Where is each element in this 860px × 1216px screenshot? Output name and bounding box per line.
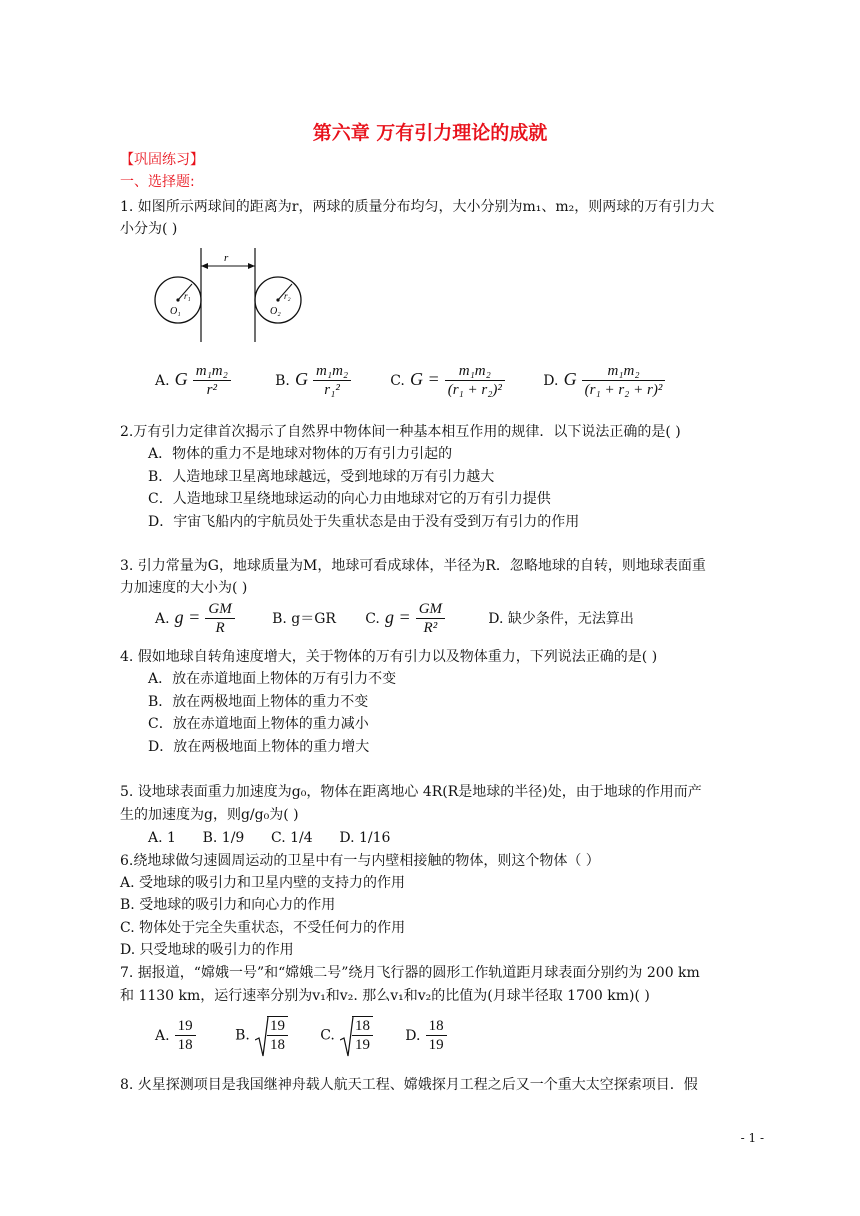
q3-line2: 力加速度的大小为( ) <box>120 580 248 596</box>
q2-option-b: B．人造地球卫星离地球越远，受到地球的万有引力越大 <box>148 469 495 485</box>
q7-option-c: C. $\frac{18}{19}$ <box>320 1016 400 1054</box>
page-number: - 1 - <box>740 1131 764 1145</box>
q3-option-c: C. g = $\frac{GM}{\text{R²}}$ <box>365 600 483 637</box>
label-r2: r₂ <box>284 291 291 301</box>
q1-option-a: A. G $\frac{\text{m₁m₂}}{\text{r²}}$ <box>155 362 270 399</box>
q7-option-a: A. $\frac{19}{18}$ <box>155 1017 230 1054</box>
q1-option-c: C. G = $\frac{\text{m₁m₂}}{\text{(r₁ + r₂)²}}$ <box>390 362 538 399</box>
q3-option-d: D. 缺少条件，无法算出 <box>488 611 634 627</box>
q3-options <box>155 600 634 637</box>
q3-line1: 3. 引力常量为G，地球质量为M，地球可看成球体，半径为R．忽略地球的自转，则地球表面重 <box>120 558 706 574</box>
q6-option-a: A. 受地球的吸引力和卫星内壁的支持力的作用 <box>120 875 406 891</box>
q7-line1: 7. 据报道，“嫦娥一号”和“嫦娥二号”绕月飞行器的圆形工作轨道距月球表面分别约为 200 km <box>120 965 700 981</box>
q1-option-d: D. G $\frac{\text{m₁m₂}}{\text{(r₁ + r₂ + r)²}}$ <box>543 362 665 399</box>
q5-line2: 生的加速度为g，则g/g₀为( ) <box>120 807 299 823</box>
q1-options <box>155 362 665 399</box>
q2-option-c: C．人造地球卫星绕地球运动的向心力由地球对它的万有引力提供 <box>148 491 551 507</box>
q4-option-b: B．放在两极地面上物体的重力不变 <box>148 694 369 710</box>
subsection-label: 一、选择题: <box>120 174 195 190</box>
q1-option-b: B. G $\frac{\text{m₁m₂}}{\text{r₁²}}$ <box>275 362 385 399</box>
q3-option-a: A. g = $\frac{GM}{R}$ <box>155 600 267 637</box>
q3-option-b: B. g＝GR <box>272 611 336 627</box>
q1-line1: 1. 如图所示两球间的距离为r，两球的质量分布均匀，大小分别为m₁、m₂，则两球的万有引力大 <box>120 199 715 215</box>
label-r: r <box>224 252 229 264</box>
q4-option-a: A．放在赤道地面上物体的万有引力不变 <box>148 671 397 687</box>
q6-option-b: B. 受地球的吸引力和向心力的作用 <box>120 897 336 913</box>
q5-line1: 5. 设地球表面重力加速度为g₀，物体在距离地心 4R(R是地球的半径)处，由于地球的作用而产 <box>120 784 702 800</box>
page-title: 第六章 万有引力理论的成就 <box>312 122 548 144</box>
q2-option-d: D．宇宙飞船内的宇航员处于失重状态是由于没有受到万有引力的作用 <box>148 514 580 530</box>
q2-stem: 2.万有引力定律首次揭示了自然界中物体间一种基本相互作用的规律．以下说法正确的是( ) <box>120 424 681 440</box>
label-r1: r₁ <box>184 291 191 301</box>
q7-option-b: B. $\frac{19}{18}$ <box>235 1016 315 1054</box>
q1-line2: 小分为( ) <box>120 221 178 237</box>
label-o1: O₁ <box>170 306 181 317</box>
q7-option-d: D. $\frac{18}{19}$ <box>405 1017 446 1054</box>
q8-line1: 8. 火星探测项目是我国继神舟载人航天工程、嫦娥探月工程之后又一个重大太空探索项目．假 <box>120 1077 698 1093</box>
section-label: 【巩固练习】 <box>120 152 204 168</box>
q7-options <box>155 1016 447 1054</box>
q6-stem: 6.绕地球做匀速圆周运动的卫星中有一与内壁相接触的物体，则这个物体（ ） <box>120 853 600 869</box>
q4-option-c: C．放在赤道地面上物体的重力减小 <box>148 716 369 732</box>
label-o2: O₂ <box>270 306 281 317</box>
q5-options: A. 1 B. 1/9 C. 1/4 D. 1/16 <box>148 830 391 846</box>
q4-option-d: D．放在两极地面上物体的重力增大 <box>148 739 370 755</box>
q7-line2: 和 1130 km，运行速率分别为v₁和v₂. 那么v₁和v₂的比值为(月球半径取 1700 km)( ) <box>120 988 650 1004</box>
q2-option-a: A．物体的重力不是地球对物体的万有引力引起的 <box>148 446 453 462</box>
q6-option-c: C. 物体处于完全失重状态，不受任何力的作用 <box>120 920 406 936</box>
q1-figure <box>148 246 308 346</box>
q6-option-d: D. 只受地球的吸引力的作用 <box>120 942 294 958</box>
q4-stem: 4. 假如地球自转角速度增大，关于物体的万有引力以及物体重力，下列说法正确的是( ) <box>120 649 658 665</box>
